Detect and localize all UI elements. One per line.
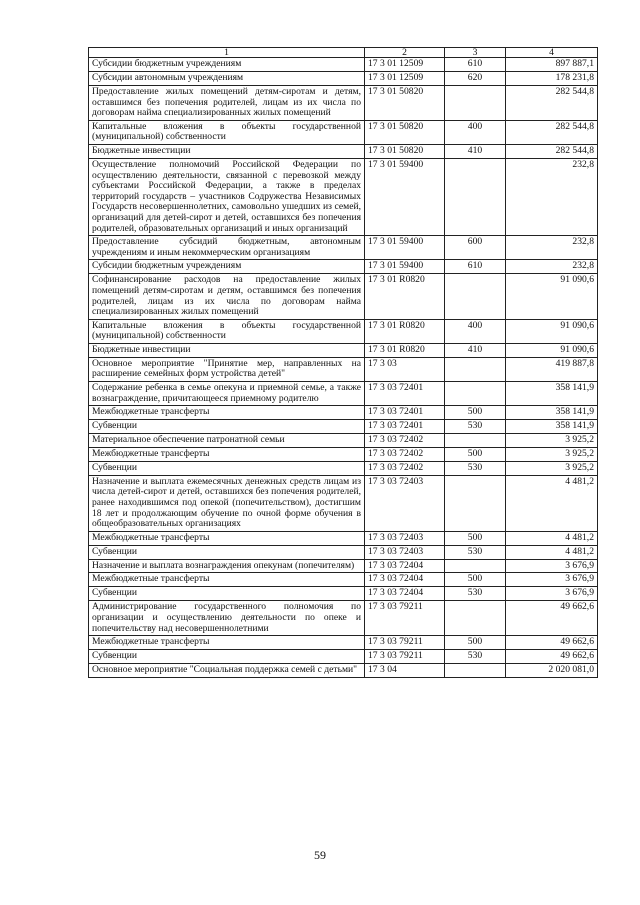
row-expense-type: 530 <box>445 545 506 559</box>
row-name: Субвенции <box>89 587 365 601</box>
header-col-code: 2 <box>365 48 445 58</box>
row-name: Назначение и выплата ежемесячных денежных средств лицам из числа детей-сирот и детей, оставшихся без попечения родителей, ранее находившимся под опекой (попечительством), достигшим 18 лет и продолжающим обучение по очной форме обучения в общеобразовательных организациях <box>89 475 365 531</box>
row-expense-type: 410 <box>445 144 506 158</box>
row-name: Капитальные вложения в объекты государственной (муниципальной) собственности <box>89 120 365 144</box>
row-name: Межбюджетные трансферты <box>89 531 365 545</box>
row-code: 17 3 03 72402 <box>365 434 445 448</box>
table-row <box>89 343 598 357</box>
row-code: 17 3 01 50820 <box>365 120 445 144</box>
table-row <box>89 447 598 461</box>
row-code: 17 3 01 59400 <box>365 260 445 274</box>
row-code: 17 3 03 72403 <box>365 475 445 531</box>
table-row <box>89 601 598 636</box>
row-expense-type <box>445 601 506 636</box>
row-code: 17 3 04 <box>365 664 445 678</box>
row-amount: 91 090,6 <box>506 319 598 343</box>
row-name: Основное мероприятие "Социальная поддержка семей с детьми" <box>89 664 365 678</box>
table-row <box>89 86 598 121</box>
row-amount: 3 925,2 <box>506 461 598 475</box>
row-code: 17 3 03 79211 <box>365 601 445 636</box>
row-name: Субсидии бюджетным учреждениям <box>89 58 365 72</box>
table-row <box>89 406 598 420</box>
table-row <box>89 587 598 601</box>
table-row <box>89 664 598 678</box>
row-amount: 282 544,8 <box>506 120 598 144</box>
row-amount: 4 481,2 <box>506 531 598 545</box>
row-name: Содержание ребенка в семье опекуна и приемной семье, а также вознаграждение, причитающееся приемному родителю <box>89 382 365 406</box>
row-name: Осуществление полномочий Российской Федерации по осуществлению деятельности, связанной с перевозкой между субъектами Российской Федерации, а также в пределах территорий государств – участников Содружества Независимых Государств несовершеннолетних, самовольно ушедших из семей, организаций для детей-сирот и детей, оставшихся без попечения родителей, образовательных организаций и иных организаций <box>89 158 365 235</box>
row-code: 17 3 03 72404 <box>365 573 445 587</box>
row-name: Субсидии автономным учреждениям <box>89 72 365 86</box>
row-code: 17 3 03 72402 <box>365 461 445 475</box>
table-row <box>89 434 598 448</box>
row-expense-type <box>445 86 506 121</box>
row-expense-type: 500 <box>445 531 506 545</box>
row-name: Назначение и выплата вознаграждения опекунам (попечителям) <box>89 559 365 573</box>
table-row <box>89 636 598 650</box>
table-row <box>89 357 598 381</box>
table-row <box>89 531 598 545</box>
row-name: Субвенции <box>89 461 365 475</box>
row-expense-type: 500 <box>445 447 506 461</box>
table-row <box>89 144 598 158</box>
row-expense-type: 620 <box>445 72 506 86</box>
row-code: 17 3 03 72403 <box>365 545 445 559</box>
row-amount: 232,8 <box>506 158 598 235</box>
row-expense-type: 400 <box>445 319 506 343</box>
row-expense-type <box>445 158 506 235</box>
row-amount: 282 544,8 <box>506 144 598 158</box>
row-expense-type: 600 <box>445 236 506 260</box>
table-row <box>89 420 598 434</box>
row-amount: 3 676,9 <box>506 559 598 573</box>
row-expense-type: 610 <box>445 58 506 72</box>
row-name: Субвенции <box>89 650 365 664</box>
row-expense-type: 500 <box>445 406 506 420</box>
row-name: Субсидии бюджетным учреждениям <box>89 260 365 274</box>
row-amount: 232,8 <box>506 260 598 274</box>
row-code: 17 3 01 R0820 <box>365 319 445 343</box>
row-code: 17 3 01 12509 <box>365 58 445 72</box>
row-expense-type: 500 <box>445 573 506 587</box>
row-name: Бюджетные инвестиции <box>89 343 365 357</box>
row-expense-type <box>445 382 506 406</box>
row-name: Межбюджетные трансферты <box>89 447 365 461</box>
row-name: Межбюджетные трансферты <box>89 636 365 650</box>
row-amount: 91 090,6 <box>506 274 598 319</box>
table-row <box>89 559 598 573</box>
table-row <box>89 274 598 319</box>
row-amount: 3 925,2 <box>506 434 598 448</box>
row-code: 17 3 03 72402 <box>365 447 445 461</box>
row-amount: 232,8 <box>506 236 598 260</box>
row-code: 17 3 03 72401 <box>365 406 445 420</box>
table-row <box>89 382 598 406</box>
row-expense-type: 530 <box>445 461 506 475</box>
page-number: 59 <box>314 848 326 862</box>
row-code: 17 3 01 50820 <box>365 144 445 158</box>
row-expense-type: 610 <box>445 260 506 274</box>
row-amount: 358 141,9 <box>506 420 598 434</box>
budget-table <box>88 47 598 678</box>
row-code: 17 3 03 72404 <box>365 587 445 601</box>
row-amount: 358 141,9 <box>506 406 598 420</box>
row-expense-type <box>445 475 506 531</box>
row-code: 17 3 01 R0820 <box>365 343 445 357</box>
row-name: Бюджетные инвестиции <box>89 144 365 158</box>
table-row <box>89 461 598 475</box>
row-expense-type <box>445 357 506 381</box>
table-row <box>89 120 598 144</box>
row-name: Предоставление субсидий бюджетным, автономным учреждениям и иным некоммерческим организациям <box>89 236 365 260</box>
header-col-sum: 4 <box>506 48 598 58</box>
row-amount: 419 887,8 <box>506 357 598 381</box>
row-code: 17 3 01 12509 <box>365 72 445 86</box>
table-row <box>89 545 598 559</box>
row-name: Администрирование государственного полномочия по организации и осуществлению деятельности по опеке и попечительству над несовершеннолетними <box>89 601 365 636</box>
row-amount: 2 020 081,0 <box>506 664 598 678</box>
table-body <box>89 58 598 678</box>
row-code: 17 3 03 79211 <box>365 650 445 664</box>
row-expense-type: 530 <box>445 587 506 601</box>
row-code: 17 3 03 79211 <box>365 636 445 650</box>
table-row <box>89 158 598 235</box>
header-col-name: 1 <box>89 48 365 58</box>
row-code: 17 3 01 59400 <box>365 158 445 235</box>
row-amount: 49 662,6 <box>506 601 598 636</box>
row-amount: 178 231,8 <box>506 72 598 86</box>
row-amount: 4 481,2 <box>506 545 598 559</box>
row-code: 17 3 03 72401 <box>365 382 445 406</box>
row-expense-type <box>445 274 506 319</box>
row-amount: 358 141,9 <box>506 382 598 406</box>
row-name: Субвенции <box>89 420 365 434</box>
table-row <box>89 72 598 86</box>
row-amount: 897 887,1 <box>506 58 598 72</box>
row-amount: 49 662,6 <box>506 650 598 664</box>
row-amount: 3 676,9 <box>506 573 598 587</box>
row-expense-type <box>445 559 506 573</box>
row-name: Субвенции <box>89 545 365 559</box>
row-name: Материальное обеспечение патронатной семьи <box>89 434 365 448</box>
header-row <box>89 48 598 58</box>
row-name: Предоставление жилых помещений детям-сиротам и детям, оставшимся без попечения родителей, лицам из их числа по договорам найма специализированных жилых помещений <box>89 86 365 121</box>
table-row <box>89 573 598 587</box>
row-expense-type <box>445 434 506 448</box>
row-amount: 3 676,9 <box>506 587 598 601</box>
table-row <box>89 319 598 343</box>
table-row <box>89 475 598 531</box>
row-code: 17 3 01 59400 <box>365 236 445 260</box>
row-amount: 49 662,6 <box>506 636 598 650</box>
row-name: Капитальные вложения в объекты государственной (муниципальной) собственности <box>89 319 365 343</box>
row-expense-type: 530 <box>445 650 506 664</box>
row-code: 17 3 03 <box>365 357 445 381</box>
row-expense-type: 410 <box>445 343 506 357</box>
row-code: 17 3 03 72403 <box>365 531 445 545</box>
row-code: 17 3 03 72404 <box>365 559 445 573</box>
header-col-vr: 3 <box>445 48 506 58</box>
row-code: 17 3 01 50820 <box>365 86 445 121</box>
table-row <box>89 260 598 274</box>
row-amount: 282 544,8 <box>506 86 598 121</box>
row-amount: 4 481,2 <box>506 475 598 531</box>
row-amount: 3 925,2 <box>506 447 598 461</box>
row-amount: 91 090,6 <box>506 343 598 357</box>
row-expense-type: 530 <box>445 420 506 434</box>
row-code: 17 3 03 72401 <box>365 420 445 434</box>
table-row <box>89 650 598 664</box>
row-name: Межбюджетные трансферты <box>89 573 365 587</box>
table-row <box>89 58 598 72</box>
table-row <box>89 236 598 260</box>
row-name: Софинансирование расходов на предоставление жилых помещений детям-сиротам и детям, оставшимся без попечения родителей, лицам из их числа по договорам найма специализированных жилых помещений <box>89 274 365 319</box>
row-name: Основное мероприятие "Принятие мер, направленных на расширение семейных форм устройства детей" <box>89 357 365 381</box>
row-code: 17 3 01 R0820 <box>365 274 445 319</box>
row-expense-type: 500 <box>445 636 506 650</box>
row-expense-type <box>445 664 506 678</box>
row-expense-type: 400 <box>445 120 506 144</box>
row-name: Межбюджетные трансферты <box>89 406 365 420</box>
